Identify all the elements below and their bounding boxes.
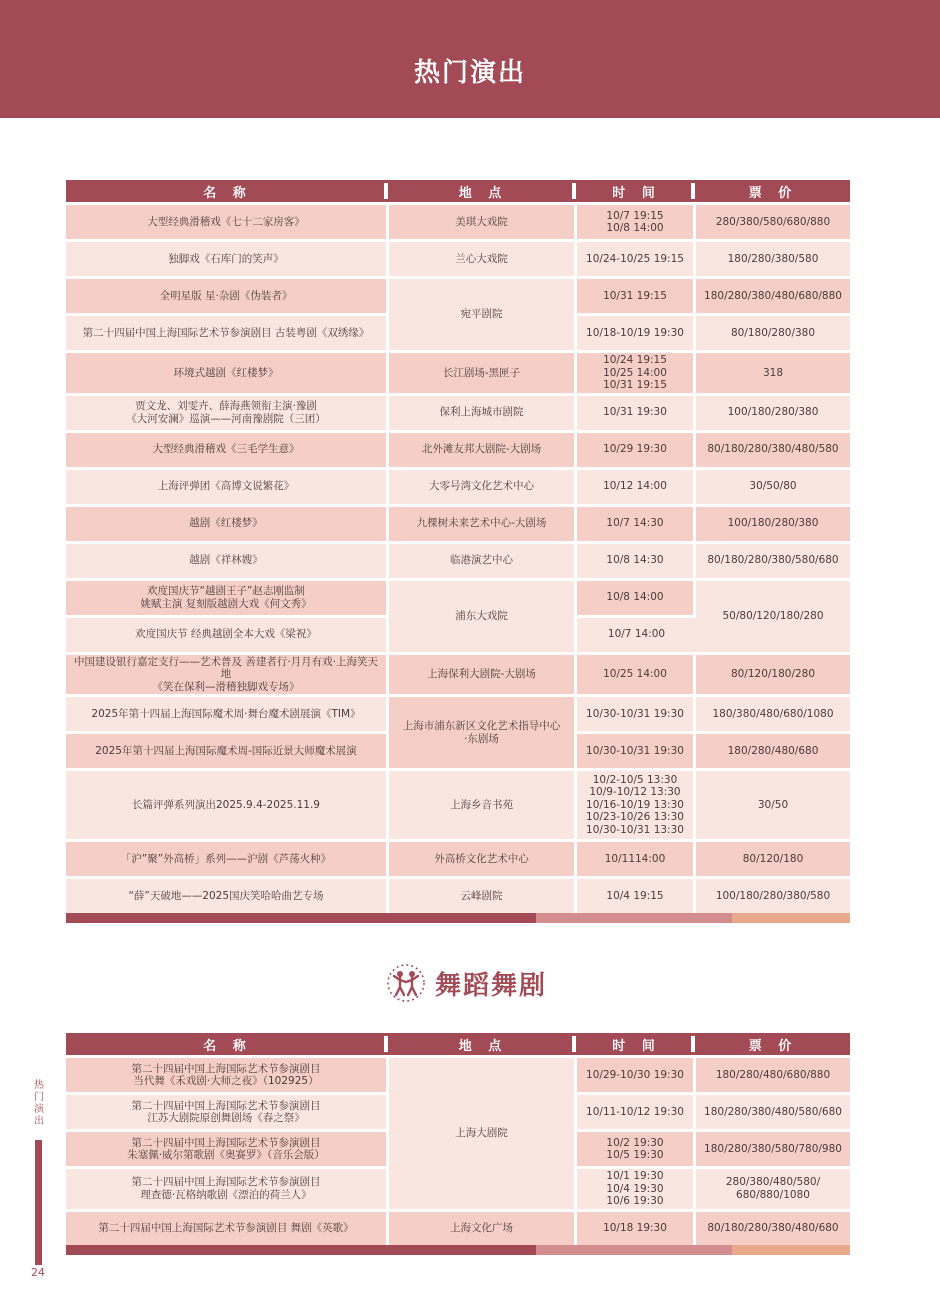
venue [389, 279, 577, 350]
venue [389, 433, 577, 467]
table-row [66, 470, 850, 504]
ticket-price-line: 50/80/120/180/280 [722, 609, 824, 622]
ticket-price-line: 80/180/280/380/480/680 [707, 1222, 839, 1235]
header-name: 名 称 [66, 180, 389, 202]
show-time [577, 396, 696, 430]
table-row [66, 242, 850, 276]
show-time [577, 205, 696, 239]
ticket-price [696, 316, 850, 350]
ticket-price [696, 279, 850, 313]
show-name [66, 507, 389, 541]
venue-line: 兰心大戏院 [455, 252, 508, 265]
side-label-char: 热 [34, 1080, 44, 1091]
ticket-price-line: 280/380/480/580/ [725, 1176, 821, 1189]
venue [389, 396, 577, 430]
show-name [66, 1212, 389, 1246]
venue-line: 上海市浦东新区文化艺术指导中心 [402, 720, 561, 732]
venue-line: 保利上海城市剧院 [439, 406, 524, 419]
dance-section-title: 舞蹈舞剧 [435, 970, 548, 1001]
table-row [66, 353, 850, 393]
show-name [66, 316, 389, 350]
show-time-line: 10/8 14:30 [606, 554, 664, 567]
venue-line: ·东剧场 [464, 732, 499, 745]
page-title: 热门演出 [413, 58, 526, 88]
show-name-line: 大型经典滑稽戏《七十二家房客》 [147, 215, 305, 228]
show-time-line: 10/24 19:15 [603, 354, 667, 366]
show-name [66, 771, 389, 839]
table-row [66, 581, 850, 615]
table-row [66, 842, 850, 876]
show-time-line: 10/30-10/31 19:30 [586, 707, 684, 720]
show-time-line: 10/1 19:30 [606, 1170, 664, 1182]
dance-footer-bar [66, 1245, 850, 1255]
show-name [66, 242, 389, 276]
show-time-line: 10/7 14:00 [607, 628, 666, 641]
show-name [66, 581, 389, 615]
ticket-price [696, 433, 850, 467]
show-name-line: 姚赋主演 复刻版越剧大戏《何文秀》 [140, 597, 312, 610]
show-time-line: 10/1114:00 [604, 852, 666, 865]
ticket-price-line: 100/180/280/380 [727, 406, 819, 419]
show-time [577, 1169, 696, 1209]
venue-line: 云峰剧院 [460, 889, 503, 902]
header-venue: 地 点 [389, 1033, 577, 1055]
venue-line: 上海乡音书苑 [450, 798, 513, 811]
ticket-price [696, 1058, 850, 1092]
show-time-line: 10/4 19:30 [606, 1182, 664, 1195]
table-row [66, 697, 850, 731]
show-time [577, 1212, 696, 1246]
venue [389, 1058, 577, 1209]
show-name-line: “薛”天破地——2025国庆笑哈哈曲艺专场 [128, 889, 324, 902]
show-name-line: 第二十四届中国上海国际艺术节参演剧目 舞剧《英歌》 [98, 1222, 354, 1235]
show-name [66, 842, 389, 876]
table-row [66, 879, 850, 913]
ticket-price-line: 80/180/280/380/580/680 [707, 554, 839, 567]
show-name-line: 大型经典滑稽戏《三毛学生意》 [152, 443, 300, 456]
venue-line: 临港演艺中心 [450, 554, 513, 567]
venue [389, 353, 577, 393]
show-time-line: 10/8 14:00 [606, 222, 664, 234]
show-time [577, 771, 696, 839]
show-name-line: 长篇评弹系列演出2025.9.4-2025.11.9 [132, 798, 320, 811]
ticket-price [696, 879, 850, 913]
header-price: 票 价 [696, 1033, 850, 1055]
show-name-line: 第二十四届中国上海国际艺术节参演剧目 [131, 1099, 321, 1112]
show-name-line: 中国建设银行嘉定支行——艺术普及 善建者行·月月有戏·上海笑天地 [73, 655, 378, 680]
venue-line: 九棵树未来艺术中心-大剧场 [416, 517, 547, 530]
show-time [577, 1058, 696, 1092]
show-name [66, 470, 389, 504]
ticket-price-line: 80/180/280/380 [730, 326, 816, 339]
show-name [66, 879, 389, 913]
show-name-line: 独脚戏《石库门的笑声》 [168, 252, 284, 265]
venue-line: 外高桥文化艺术中心 [434, 852, 529, 865]
ticket-price-line: 80/120/180/280 [730, 668, 816, 680]
table-row [66, 396, 850, 430]
show-name [66, 734, 389, 768]
ticket-price [696, 544, 850, 578]
show-time-line: 10/11-10/12 19:30 [586, 1105, 684, 1118]
show-time-line: 10/25 14:00 [603, 366, 667, 379]
show-name-line: 贾文龙、刘雯卉、薛海燕领衔主演·豫剧 [135, 400, 317, 412]
show-time-line: 10/5 19:30 [606, 1149, 664, 1161]
venue [389, 581, 577, 652]
ticket-price-line: 100/180/280/380/580 [715, 889, 831, 902]
venue [389, 507, 577, 541]
show-name-line: 越剧《红楼梦》 [189, 517, 263, 530]
venue-line: 美琪大戏院 [455, 215, 508, 228]
show-time-line: 10/16-10/19 13:30 [586, 798, 684, 811]
show-time-line: 10/29 19:30 [603, 443, 667, 456]
show-time-line: 10/9-10/12 13:30 [589, 786, 681, 799]
ticket-price-line: 180/280/380/580 [727, 252, 819, 265]
show-name-line: 朱塞佩·威尔第歌剧《奥赛罗》（音乐会版） [127, 1149, 325, 1161]
venue-line: 北外滩友邦大剧院-大剧场 [421, 443, 542, 456]
show-name-line: 2025年第十四届上海国际魔术周·舞台魔术剧展演《TIM》 [91, 707, 361, 720]
venue-line: 上海文化广场 [450, 1222, 513, 1235]
venue-line: 浦东大戏院 [455, 609, 508, 622]
ticket-price-line: 318 [762, 366, 784, 379]
show-name-line: 环境式越剧《红楼梦》 [173, 366, 279, 379]
ticket-price [696, 1169, 850, 1209]
show-time-line: 10/7 19:15 [606, 209, 664, 222]
show-time-line: 10/24-10/25 19:15 [586, 252, 684, 265]
show-time [577, 1095, 696, 1129]
page-number: 24 [31, 1266, 45, 1279]
show-name-line: 欢度国庆节“越剧王子”赵志刚监制 [147, 585, 305, 597]
ticket-price-line: 180/280/380/480/580/680 [704, 1105, 842, 1118]
show-name [66, 205, 389, 239]
show-name [66, 279, 389, 313]
show-time [577, 242, 696, 276]
table-row [66, 279, 850, 313]
show-name-line: 《大河安澜》巡演——河南豫剧院（三团） [126, 412, 326, 425]
ticket-price-line: 80/180/280/380/480/580 [707, 443, 839, 456]
table-row [66, 1058, 850, 1092]
header-venue: 地 点 [389, 180, 577, 202]
show-time [577, 879, 696, 913]
table-header-row [66, 1033, 850, 1055]
ticket-price [696, 507, 850, 541]
dancers-icon [385, 962, 427, 1004]
show-time-line: 10/6 19:30 [606, 1195, 664, 1207]
ticket-price [696, 842, 850, 876]
show-time-line: 10/2 19:30 [606, 1136, 664, 1149]
ticket-price [696, 470, 850, 504]
venue-line: 宛平剧院 [460, 308, 503, 321]
ticket-price [696, 242, 850, 276]
header-name: 名 称 [66, 1033, 389, 1055]
venue [389, 544, 577, 578]
header-price: 票 价 [696, 180, 850, 202]
ticket-price [696, 1212, 850, 1246]
venue [389, 470, 577, 504]
venue-line: 上海保利大剧院-大剧场 [427, 668, 536, 680]
show-name-line: 2025年第十四届上海国际魔术周-国际近景大师魔术展演 [95, 744, 357, 757]
show-time [577, 353, 696, 393]
show-name-line: 理查德·瓦格纳歌剧《漂泊的荷兰人》 [140, 1188, 312, 1201]
show-time-line: 10/31 19:15 [603, 379, 667, 391]
show-name-line: 第二十四届中国上海国际艺术节参演剧目 古装粤剧《双绣缘》 [82, 326, 370, 339]
ticket-price [696, 1095, 850, 1129]
show-time-line: 10/18 19:30 [603, 1222, 667, 1235]
show-time-line: 10/12 14:00 [603, 480, 667, 493]
show-name [66, 1169, 389, 1209]
show-time-line: 10/18-10/19 19:30 [586, 326, 684, 339]
dance-section-header [385, 962, 547, 1004]
ticket-price [696, 396, 850, 430]
show-name [66, 618, 389, 652]
show-name-line: 第二十四届中国上海国际艺术节参演剧目 [131, 1136, 321, 1149]
ticket-price [696, 734, 850, 768]
show-time [577, 618, 696, 652]
show-time [577, 433, 696, 467]
venue-line: 上海大剧院 [455, 1127, 508, 1139]
show-time-line: 10/8 14:00 [606, 591, 664, 604]
venue [389, 842, 577, 876]
ticket-price [696, 1132, 850, 1166]
ticket-price [696, 771, 850, 839]
ticket-price-line: 30/50 [757, 798, 789, 811]
shows-table [66, 177, 850, 916]
table-row [66, 655, 850, 695]
ticket-price-line: 30/50/80 [749, 480, 797, 493]
show-name [66, 697, 389, 731]
show-name [66, 433, 389, 467]
venue [389, 205, 577, 239]
show-time [577, 734, 696, 768]
show-name [66, 396, 389, 430]
show-name-line: 江苏大剧院原创舞剧场《春之祭》 [147, 1112, 305, 1124]
ticket-price [696, 655, 850, 695]
venue [389, 771, 577, 839]
ticket-price-line: 180/280/380/580/780/980 [704, 1142, 842, 1155]
show-time-line: 10/31 19:15 [603, 289, 667, 302]
show-time-line: 10/30-10/31 13:30 [586, 823, 684, 836]
show-time-line: 10/30-10/31 19:30 [586, 744, 684, 757]
venue-line: 长江剧场-黑匣子 [442, 366, 521, 379]
ticket-price [696, 581, 850, 652]
venue [389, 879, 577, 913]
ticket-price-line: 180/280/480/680/880 [715, 1068, 831, 1081]
table-row [66, 771, 850, 839]
header-time: 时 间 [577, 1033, 696, 1055]
table-row [66, 507, 850, 541]
show-name [66, 655, 389, 695]
ticket-price [696, 353, 850, 393]
table-row [66, 544, 850, 578]
side-label-char: 出 [34, 1116, 44, 1127]
show-name-line: 「沪”聚”外高桥」系列——沪剧《芦荡火种》 [120, 852, 332, 865]
show-name-line: 全明星版 星·杂剧《伪装者》 [159, 289, 293, 302]
ticket-price-line: 180/380/480/680/1080 [712, 707, 834, 720]
dance-table [66, 1030, 850, 1249]
show-name [66, 544, 389, 578]
venue [389, 697, 577, 768]
table-row [66, 205, 850, 239]
side-section-label [33, 1080, 45, 1128]
venue [389, 1212, 577, 1246]
show-time [577, 1132, 696, 1166]
header-time: 时 间 [577, 180, 696, 202]
show-name-line: 《笑在保利—滑稽独脚戏专场》 [152, 680, 300, 693]
table-row [66, 433, 850, 467]
show-time [577, 697, 696, 731]
show-time-line: 10/23-10/26 13:30 [586, 811, 684, 824]
venue-line: 大零号湾文化艺术中心 [429, 480, 534, 493]
show-name [66, 353, 389, 393]
show-time-line: 10/7 14:30 [606, 517, 664, 530]
show-time [577, 316, 696, 350]
ticket-price-line: 100/180/280/380 [727, 517, 819, 530]
show-name-line: 第二十四届中国上海国际艺术节参演剧目 [131, 1176, 321, 1189]
show-name-line: 越剧《祥林嫂》 [189, 554, 263, 567]
show-name-line: 上海评弹团《高博文说繁花》 [157, 480, 295, 493]
ticket-price-line: 180/280/380/480/680/880 [704, 289, 842, 302]
show-name [66, 1132, 389, 1166]
show-time [577, 507, 696, 541]
show-name [66, 1058, 389, 1092]
ticket-price [696, 697, 850, 731]
ticket-price [696, 205, 850, 239]
table-footer-bar [66, 913, 850, 923]
show-name-line: 当代舞《禾戏剧·大师之夜》（102925） [133, 1075, 319, 1087]
ticket-price-line: 280/380/580/680/880 [715, 215, 831, 228]
show-time-line: 10/31 19:30 [603, 406, 667, 419]
venue [389, 242, 577, 276]
show-time-line: 10/25 14:00 [603, 668, 667, 680]
table-row [66, 1212, 850, 1246]
ticket-price-line: 680/880/1080 [736, 1188, 810, 1201]
ticket-price-line: 180/280/480/680 [727, 744, 819, 757]
show-name-line: 第二十四届中国上海国际艺术节参演剧目 [131, 1062, 321, 1075]
show-time-line: 10/29-10/30 19:30 [586, 1068, 684, 1081]
show-name-line: 欢度国庆节 经典越剧全本大戏《梁祝》 [135, 628, 317, 641]
show-time [577, 470, 696, 504]
show-time [577, 581, 696, 615]
show-time [577, 655, 696, 695]
show-name [66, 1095, 389, 1129]
header-banner [0, 0, 940, 118]
show-time [577, 544, 696, 578]
side-label-char: 演 [34, 1104, 44, 1115]
ticket-price-line: 80/120/180 [742, 852, 804, 865]
show-time [577, 279, 696, 313]
side-label-char: 门 [34, 1092, 44, 1103]
side-accent-bar [35, 1140, 42, 1265]
show-time-line: 10/2-10/5 13:30 [592, 773, 678, 786]
show-time [577, 842, 696, 876]
show-time-line: 10/4 19:15 [606, 889, 664, 902]
venue [389, 655, 577, 695]
table-header-row [66, 180, 850, 202]
